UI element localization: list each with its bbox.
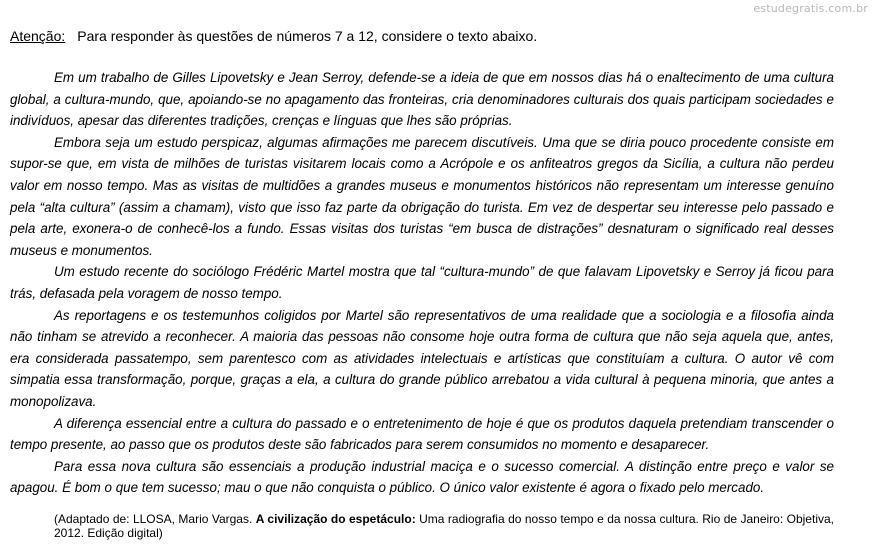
paragraph-3: Um estudo recente do sociólogo Frédéric Martel mostra que tal “cultura-mundo” de que falavam Lipovetsky e Serroy já ficou para trás, defasada pela voragem de nosso tempo. bbox=[10, 264, 834, 301]
instruction-text: Para responder às questões de números 7 a 12, considere o texto abaixo. bbox=[77, 28, 538, 44]
watermark: estudegratis.com.br bbox=[753, 2, 868, 15]
source-citation bbox=[54, 512, 834, 540]
paragraph-2: Embora seja um estudo perspicaz, algumas afirmações me parecem discutíveis. Uma que se diria pouco procedente consiste em supor-se que, em vista de milhões de turistas visitarem locais como a Acrópole e os anfiteatros gregos da Sicília, a cultura não perdeu valor em nosso tempo. Mas as visitas de multidões a grandes museus e monumentos históricos não representam um interesse genuíno pela “alta cultura” (assim a chamam), visto que isso faz parte da obrigação do turista. Em vez de despertar seu interesse pelo passado e pela arte, exonera-o de conhecê-los a fundo. Essas visitas dos turistas “em busca de distrações” desnaturam o significado real desses museus e monumentos. bbox=[10, 134, 834, 258]
reading-text bbox=[10, 67, 834, 499]
book-title: A civilização do espetáculo: bbox=[255, 512, 416, 526]
paragraph-1: Em um trabalho de Gilles Lipovetsky e Jean Serroy, defende-se a ideia de que em nossos dias há o enaltecimento de uma cultura global, a cultura-mundo, que, apoiando-se no apagamento das fronteiras, cria denominadores culturais dos quais participam sociedades e indivíduos, apesar das diferentes tradições, crenças e línguas que lhes são próprias. bbox=[10, 70, 834, 129]
attention-label: Atenção: bbox=[10, 28, 66, 44]
paragraph-6: Para essa nova cultura são essenciais a produção industrial maciça e o sucesso comercial. A distinção entre preço e valor se apagou. É bom o que tem sucesso; mau o que não conquista o público. O único valor existente é agora o fixado pelo mercado. bbox=[10, 458, 834, 496]
paragraph-4: As reportagens e os testemunhos coligidos por Martel são representativos de uma realidade que a sociologia e a filosofia ainda não tinham se atrevido a reconhecer. A maioria das pessoas não consome hoje outra forma de cultura que não seja aquela que, antes, era considerada passatempo, sem parentesco com as atividades intelectuais e artísticas que constituíam a cultura. O autor vê com simpatia essa transformação, porque, graças a ela, a cultura do grande público arrebatou a vida cultural à pequena minoria, que antes a monopolizava. bbox=[10, 307, 834, 409]
citation-suffix: Uma radiografia do nosso tempo e da nossa cultura. Rio de Janeiro: Objetiva, 2012. Edição digital) bbox=[54, 512, 834, 540]
paragraph-5: A diferença essencial entre a cultura do passado e o entretenimento de hoje é que os produtos daquela pretendiam transcender o tempo presente, ao passo que os produtos deste são fabricados para serem consumidos no momento e desaparecer. bbox=[10, 415, 834, 453]
instruction-header bbox=[10, 27, 537, 45]
citation-prefix: (Adaptado de: LLOSA, Mario Vargas. bbox=[54, 512, 256, 526]
